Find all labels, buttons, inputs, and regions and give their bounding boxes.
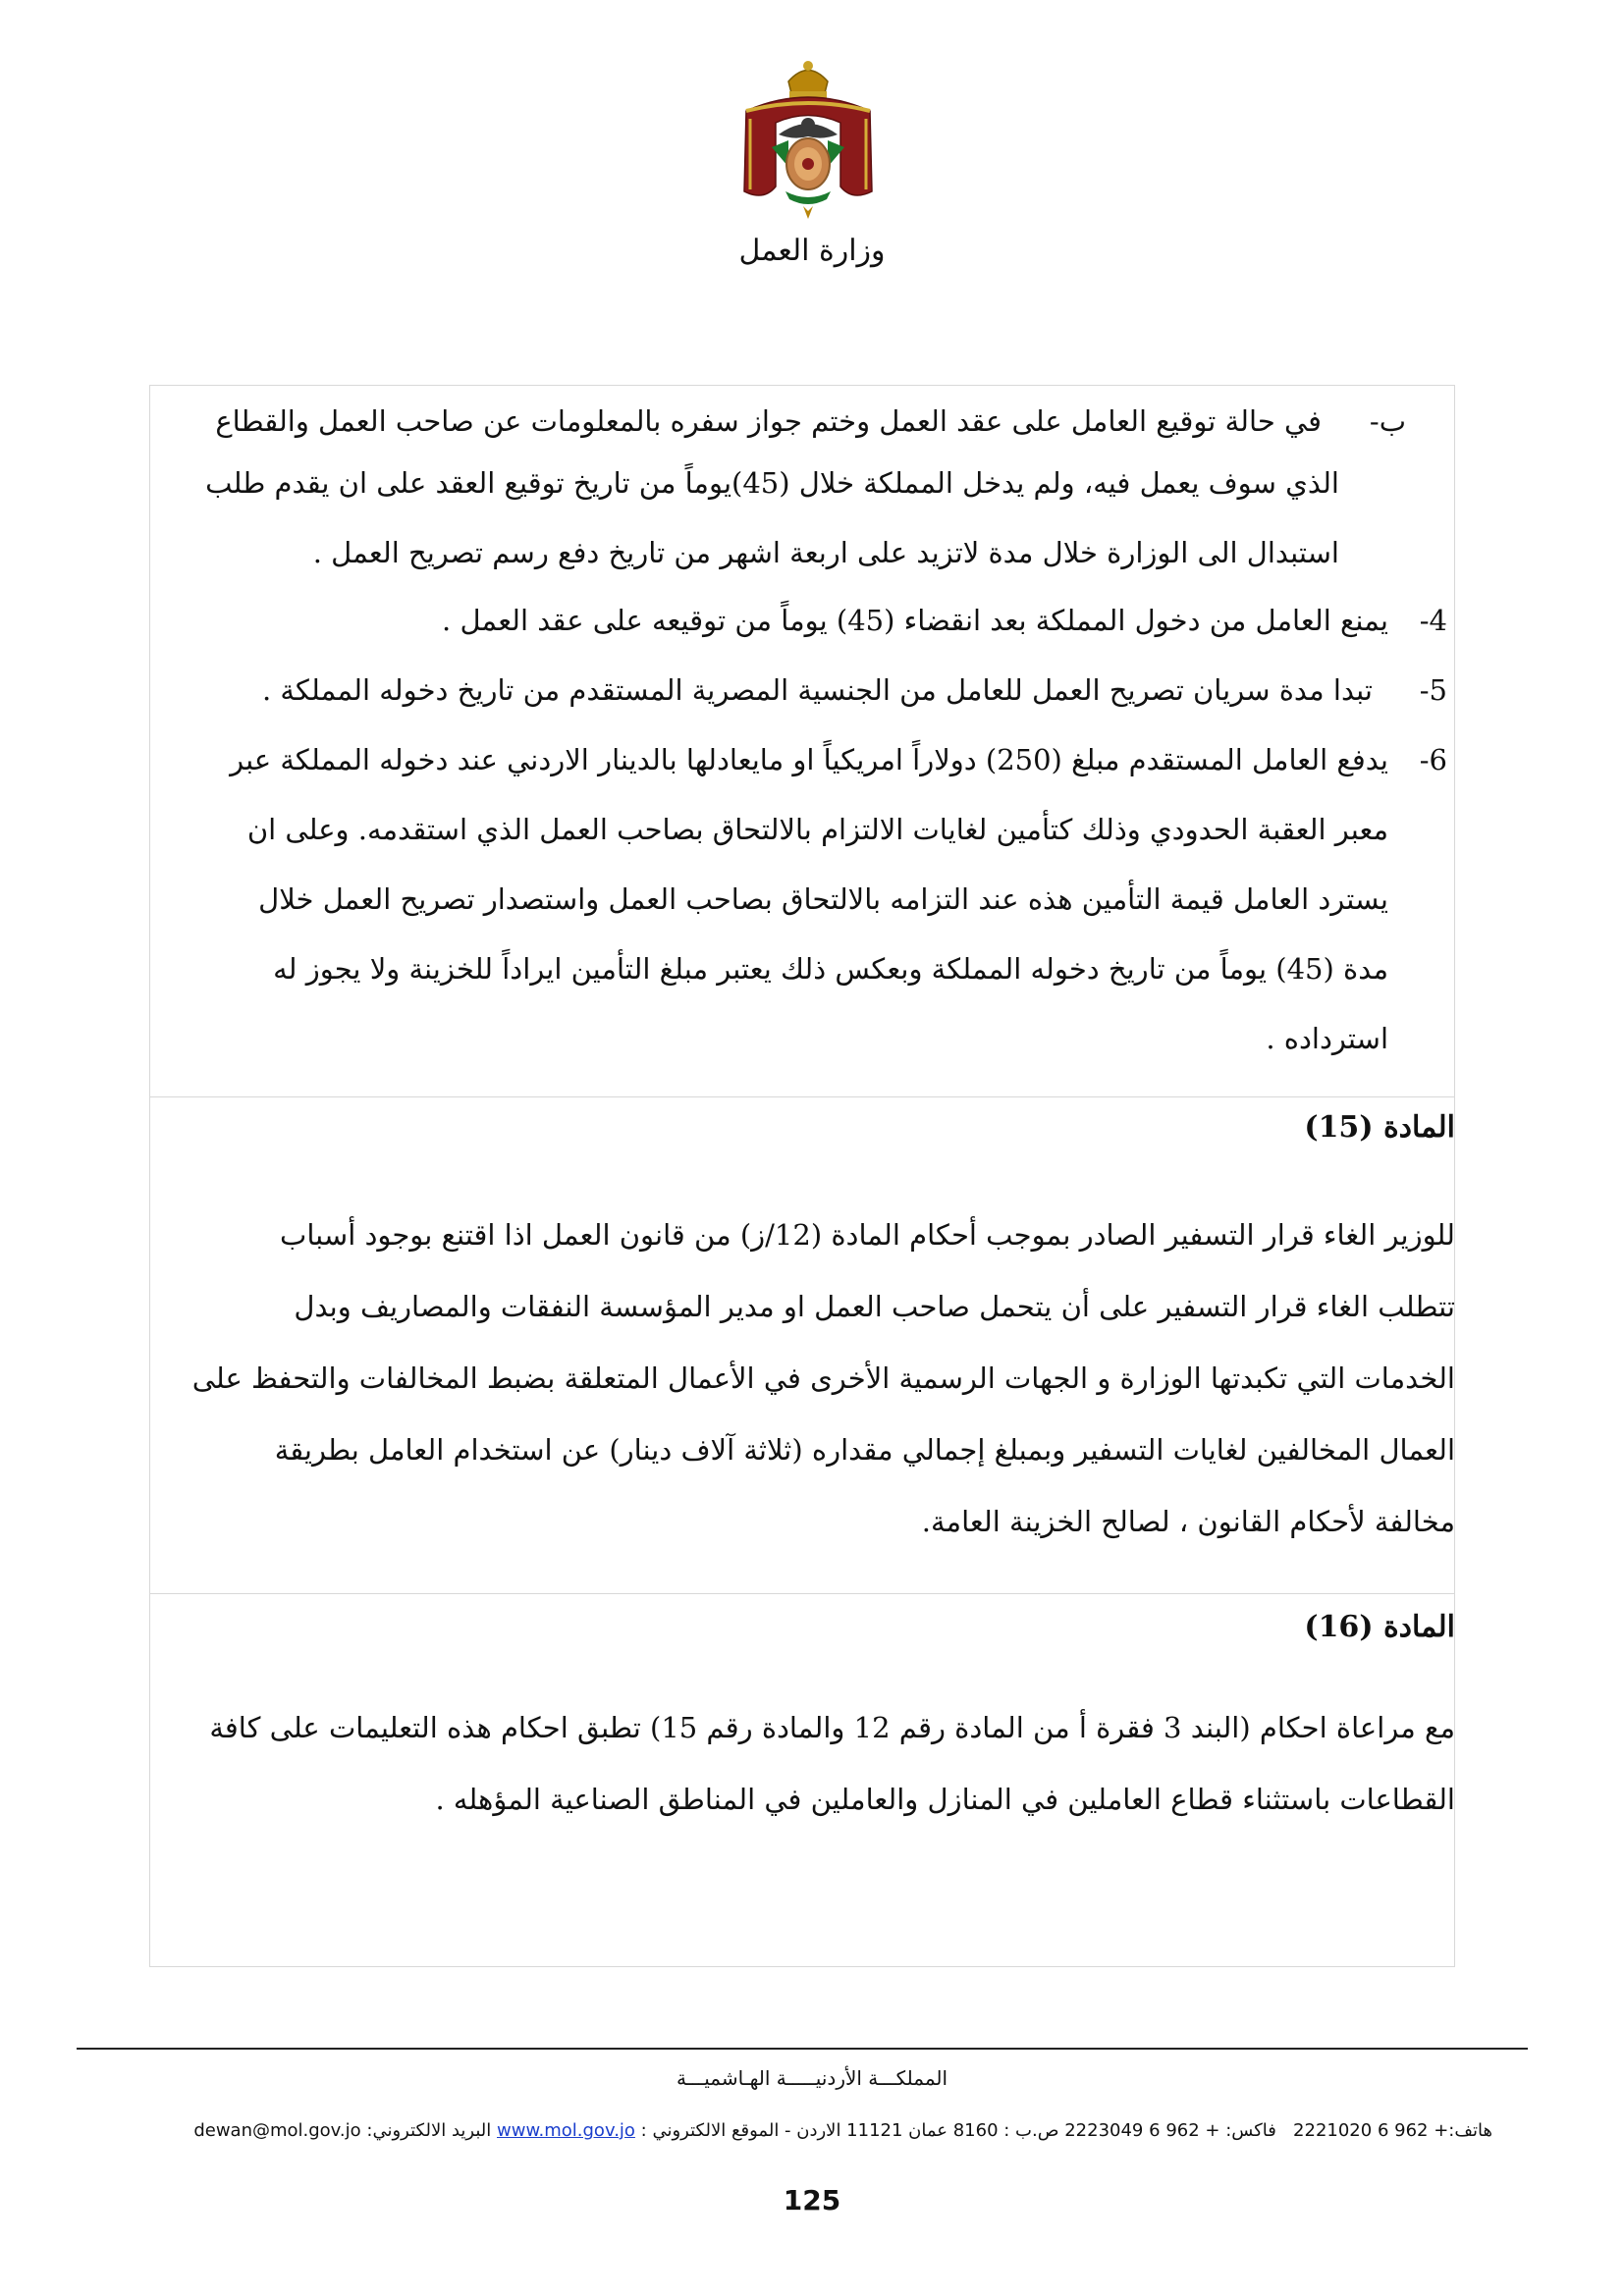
footer-divider xyxy=(77,2048,1528,2050)
item-5-line-1: تبدا مدة سريان تصريح العمل للعامل من الجنسية المصرية المستقدم من تاريخ دخوله المملكة . xyxy=(261,673,1373,707)
article-15-heading: المادة (15) xyxy=(1304,1110,1455,1145)
item-b-line-2: الذي سوف يعمل فيه، ولم يدخل المملكة خلال (45)يوماً من تاريخ توقيع العقد على ان يقدم طلب xyxy=(205,466,1339,500)
article-16-line-2: القطاعات باستثناء قطاع العاملين في المنازل والعاملين في المناطق الصناعية المؤهله . xyxy=(435,1783,1455,1816)
article-15-line-4: العمال المخالفين لغايات التسفير وبمبلغ إجمالي مقداره (ثلاثة آلاف دينار) عن استخدام العامل بطريقة xyxy=(274,1433,1455,1467)
website-link[interactable]: www.mol.gov.jo xyxy=(497,2120,635,2141)
item-b-line-3: استبدال الى الوزارة خلال مدة لاتزيد على اربعة اشهر من تاريخ دفع رسم تصريح العمل . xyxy=(312,536,1339,569)
page-number: 125 xyxy=(783,2184,841,2216)
item-6-line-2: معبر العقبة الحدودي وذلك كتأمين لغايات الالتزام بالالتحاق بصاحب العمل الذي استقدمه. وعلى ان xyxy=(246,813,1388,846)
item-6-line-3: يسترد العامل قيمة التأمين هذه عند التزامه بالالتحاق بصاحب العمل واستصدار تصريح العمل خلال xyxy=(258,882,1388,916)
item-4-marker: 4- xyxy=(1419,604,1447,637)
footer-contact xyxy=(106,2120,1492,2141)
item-5-marker: 5- xyxy=(1419,673,1447,707)
footer-phone: هاتف:+ 962 6 2221020 xyxy=(1293,2120,1492,2141)
item-b-line-1: في حالة توقيع العامل على عقد العمل وختم جواز سفره بالمعلومات عن صاحب العمل والقطاع xyxy=(215,404,1322,438)
section-divider xyxy=(149,1096,1455,1097)
article-15-line-3: الخدمات التي تكبدتها الوزارة و الجهات الرسمية الأخرى في الأعمال المتعلقة بضبط المخالفات والتحفظ على xyxy=(191,1362,1455,1395)
item-b-marker: ب- xyxy=(1369,404,1406,438)
footer-kingdom: المملكـــة الأردنيـــــة الهـاشميـــة xyxy=(676,2066,948,2090)
article-16-line-1: مع مراعاة احكام (البند 3 فقرة أ من المادة رقم 12 والمادة رقم 15) تطبق احكام هذه التعليمات على كافة xyxy=(209,1711,1455,1744)
article-16-heading: المادة (16) xyxy=(1304,1610,1455,1644)
article-15-line-5: مخالفة لأحكام القانون ، لصالح الخزينة العامة. xyxy=(921,1505,1455,1538)
item-6-line-4: مدة (45) يوماً من تاريخ دخوله المملكة وبعكس ذلك يعتبر مبلغ التأمين ايراداً للخزينة ولا يجوز له xyxy=(273,952,1388,986)
item-6-line-1: يدفع العامل المستقدم مبلغ (250) دولاراً امريكياً او مايعادلها بالدينار الاردني عند دخوله المملكة عبر xyxy=(230,743,1388,776)
item-4-line-1: يمنع العامل من دخول المملكة بعد انقضاء (45) يوماً من توقيعه على عقد العمل . xyxy=(442,604,1388,637)
footer-fax: فاكس: + 962 6 2223049 xyxy=(1064,2120,1276,2141)
footer-email-label: البريد الالكتروني: xyxy=(366,2120,492,2141)
footer-po-box: ص.ب : 8160 عمان 11121 الاردن - الموقع الالكتروني : xyxy=(640,2120,1059,2141)
email-link[interactable]: dewan@mol.gov.jo xyxy=(193,2120,361,2141)
article-15-line-1: للوزير الغاء قرار التسفير الصادر بموجب أحكام المادة (12/ز) من قانون العمل اذا اقتنع بوجود أسباب xyxy=(280,1218,1455,1252)
jordan-coat-of-arms-icon xyxy=(725,54,892,231)
section-divider xyxy=(149,1593,1455,1594)
article-15-line-2: تتطلب الغاء قرار التسفير على أن يتحمل صاحب العمل او مدير المؤسسة النفقات والمصاريف وبدل xyxy=(294,1290,1455,1323)
item-6-marker: 6- xyxy=(1419,743,1447,776)
ministry-name: وزارة العمل xyxy=(738,234,886,268)
item-6-line-5: استرداده . xyxy=(1266,1022,1388,1055)
